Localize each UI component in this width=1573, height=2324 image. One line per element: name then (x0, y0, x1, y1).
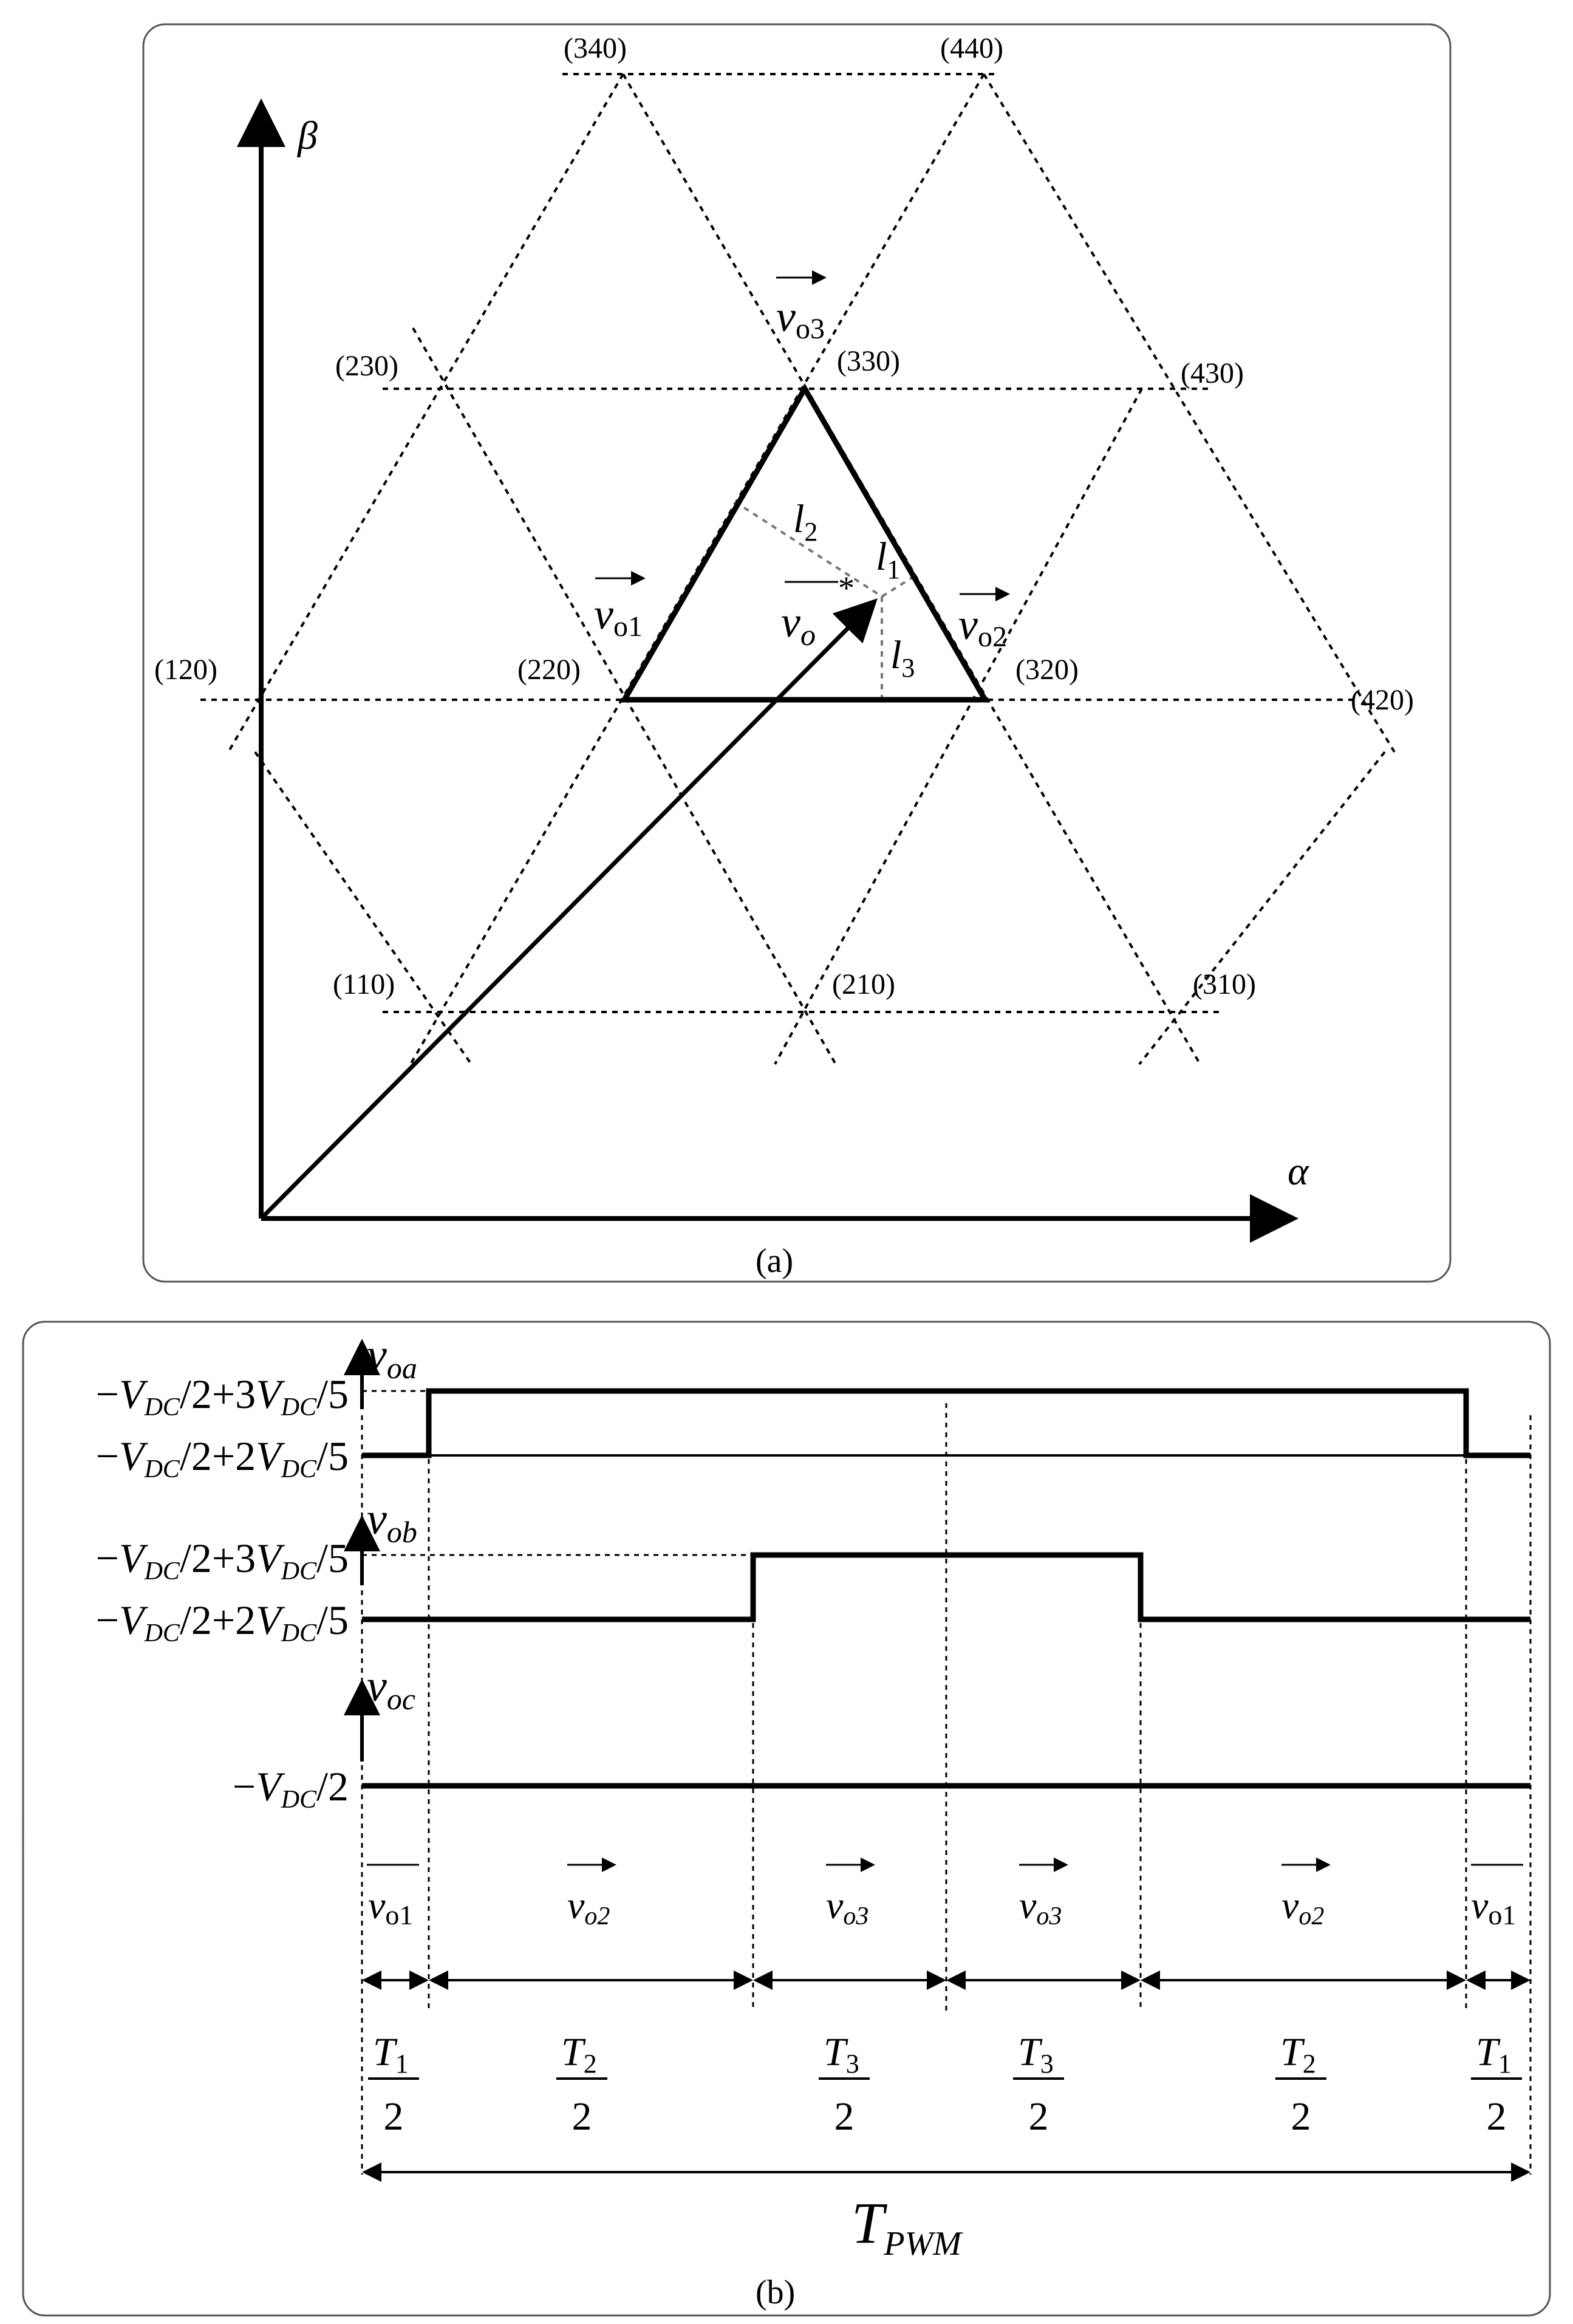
level-label-voa-high: −VDC/2+3VDC/5 (95, 1371, 349, 1421)
svg-text:vo1: vo1 (594, 590, 643, 643)
lattice-diag-3 (775, 389, 1142, 1064)
duration-fraction-1 (368, 2030, 419, 2139)
segment-vector-label-5 (1281, 1865, 1329, 1930)
node-label-440: (440) (940, 32, 1003, 64)
svg-text:vo3: vo3 (826, 1884, 869, 1930)
signal-label-voc: voc (367, 1661, 416, 1716)
svg-text:T3: T3 (1018, 2030, 1054, 2079)
node-label-310: (310) (1193, 968, 1256, 1000)
segment-vector-labels (367, 1865, 1523, 1930)
vector-label-vo3 (776, 278, 825, 345)
duration-fraction-5 (1275, 2030, 1326, 2139)
node-label-340: (340) (564, 32, 627, 64)
time-guide-lines (362, 1391, 1530, 2175)
segment-vector-label-4 (1019, 1865, 1066, 1930)
panel-a-frame (143, 24, 1450, 1282)
reference-vector-arrow (261, 601, 875, 1218)
segment-vector-label-3 (826, 1865, 873, 1930)
level-label-voa-low: −VDC/2+2VDC/5 (95, 1433, 349, 1483)
level-label-voc: −VDC/2 (232, 1763, 349, 1814)
panel-b-caption: (b) (756, 2274, 796, 2311)
node-label-110: (110) (333, 968, 395, 1000)
svg-text:*: * (838, 570, 855, 606)
segment-vector-label-6 (1471, 1865, 1523, 1930)
node-label-430: (430) (1181, 357, 1244, 389)
node-label-120: (120) (154, 654, 217, 686)
alpha-axis-label: α (1288, 1149, 1309, 1194)
node-label-230: (230) (335, 350, 398, 382)
svg-text:vo2: vo2 (567, 1884, 610, 1930)
duration-fraction-2 (556, 2030, 607, 2139)
vector-label-vo2 (958, 594, 1008, 653)
node-label-330: (330) (837, 345, 900, 377)
svg-text:vo3: vo3 (776, 292, 825, 345)
node-label-210: (210) (832, 968, 895, 1000)
svg-text:vo1: vo1 (1471, 1884, 1517, 1930)
vector-label-vo1 (594, 578, 644, 643)
node-label-320: (320) (1015, 654, 1079, 686)
level-label-vob-high: −VDC/2+3VDC/5 (95, 1535, 349, 1585)
svg-text:2: 2 (1291, 2094, 1311, 2139)
duration-fraction-6 (1471, 2030, 1522, 2139)
duration-fractions (368, 2030, 1522, 2139)
svg-text:T1: T1 (1476, 2030, 1512, 2079)
level-label-vob-low: −VDC/2+2VDC/5 (95, 1597, 349, 1647)
svg-text:T1: T1 (373, 2030, 409, 2079)
lattice-diag-1 (228, 74, 623, 752)
svg-text:T3: T3 (824, 2030, 859, 2079)
svg-text:2: 2 (1028, 2094, 1049, 2139)
signal-label-vob: vob (367, 1494, 417, 1549)
distance-label-l2: l2 (793, 497, 818, 547)
segment-vector-label-1 (367, 1865, 419, 1930)
svg-text:vo1: vo1 (368, 1884, 414, 1930)
duration-fraction-3 (819, 2030, 870, 2139)
lattice-diag-8 (255, 752, 471, 1064)
lattice-lines (200, 74, 1394, 1064)
lattice-diag-6 (984, 74, 1394, 752)
svg-text:T2: T2 (1280, 2030, 1316, 2079)
svg-text:T2: T2 (561, 2030, 597, 2079)
panel-a-caption: (a) (756, 1242, 794, 1280)
segment-vector-label-2 (567, 1865, 615, 1930)
svg-text:2: 2 (1486, 2094, 1507, 2139)
node-labels (154, 32, 1414, 1000)
svg-text:vo3: vo3 (1019, 1884, 1062, 1930)
vector-label-vo-reference (781, 570, 855, 652)
svg-text:2: 2 (383, 2094, 404, 2139)
period-label: TPWM (851, 2190, 961, 2263)
duration-fraction-4 (1013, 2030, 1064, 2139)
svg-text:2: 2 (572, 2094, 592, 2139)
node-label-420: (420) (1351, 684, 1414, 716)
svg-text:vo2: vo2 (1281, 1884, 1325, 1930)
svg-text:vo: vo (781, 598, 816, 652)
svg-text:2: 2 (834, 2094, 855, 2139)
signal-label-voa: voa (367, 1330, 417, 1385)
lattice-diag-4 (1139, 752, 1385, 1064)
beta-axis-label: β (298, 114, 318, 158)
node-label-220: (220) (517, 654, 581, 686)
svg-text:vo2: vo2 (958, 600, 1007, 653)
distance-label-l3: l3 (890, 633, 915, 683)
distance-label-l1: l1 (876, 535, 901, 584)
